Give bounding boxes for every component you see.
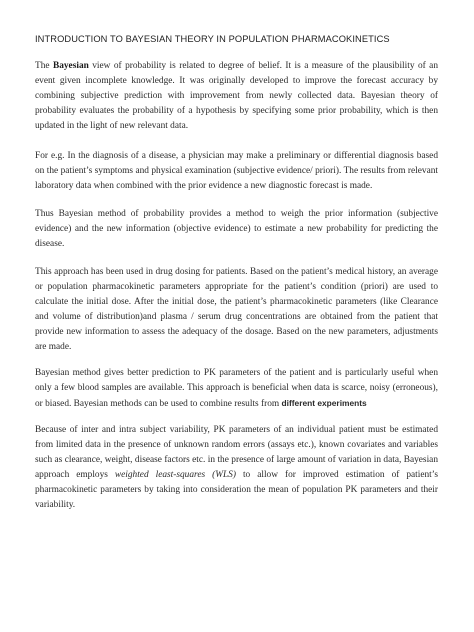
paragraph-text: view of probability is related to degree of belief. It is a measure of the plausibility of an event given incomplete knowledge. It was originally developed to improve the forecast accuracy by combining subjective prediction with improvement from newly collected data. Bayesian theory of probability evaluates the probability of a hypothesis by specifying some prior probability, which is then updated in the light of new relevant data. bbox=[35, 61, 438, 131]
different-experiments-text: different experiments bbox=[281, 397, 367, 408]
paragraph-bayesian-view bbox=[35, 59, 438, 134]
bold-term-bayesian: Bayesian bbox=[52, 61, 89, 71]
paragraph-weigh-prior: Thus Bayesian method of probability provides a method to weigh the prior information (subjective evidence) and the new information (objective evidence) to estimate a new probability for predicting the disease. bbox=[35, 209, 438, 249]
paragraph-variability bbox=[35, 423, 438, 512]
paragraph-text: to allow for improved estimation of patient’s pharmacokinetic parameters by taking into consideration the mean of population PK parameters and their variability. bbox=[35, 469, 439, 510]
paragraph-text: Bayesian method gives better prediction to PK parameters of the patient and is particularly useful when only a few blood samples are available. This approach is beneficial when data is scarce, noisy (erroneous), or biased. Bayesian methods can be used to combine results from bbox=[35, 368, 438, 409]
paragraph-pk-prediction bbox=[35, 366, 438, 412]
paragraph-text: Because of inter and intra subject variability, PK parameters of an individual patient must be estimated from limited data in the presence of unknown random errors (assays etc.), known covariates and variables such as clearance, weight, disease factors etc. in the presence of large amount of variation in data, Bayesian approach employs bbox=[35, 425, 438, 480]
paragraph-diagnosis-example: For e.g. In the diagnosis of a disease, a physician may make a preliminary or differential diagnosis based on the patient’s symptoms and physical examination (subjective evidence/ priori). The results from relevant laboratory data when combined with the prior evidence a new diagnostic forecast is made. bbox=[35, 151, 438, 191]
paragraph-text: The bbox=[35, 61, 53, 71]
paragraph-drug-dosing: This approach has been used in drug dosing for patients. Based on the patient’s medical history, an average or population pharmacokinetic parameters appropriate for the patient’s condition (priori) are used to calculate the initial dose. After the initial dose, the patient’s pharmacokinetic parameters (like Clearance and volume of distribution)and plasma / serum drug concentrations are obtained from the patient that provide new information to assess the adequacy of the dosage. Based on the new parameters, adjustments are made. bbox=[35, 267, 438, 352]
document-title: INTRODUCTION TO BAYESIAN THEORY IN POPULATION PHARMACOKINETICS bbox=[35, 34, 390, 44]
italic-term-wls: weighted least-squares (WLS) bbox=[114, 469, 236, 480]
